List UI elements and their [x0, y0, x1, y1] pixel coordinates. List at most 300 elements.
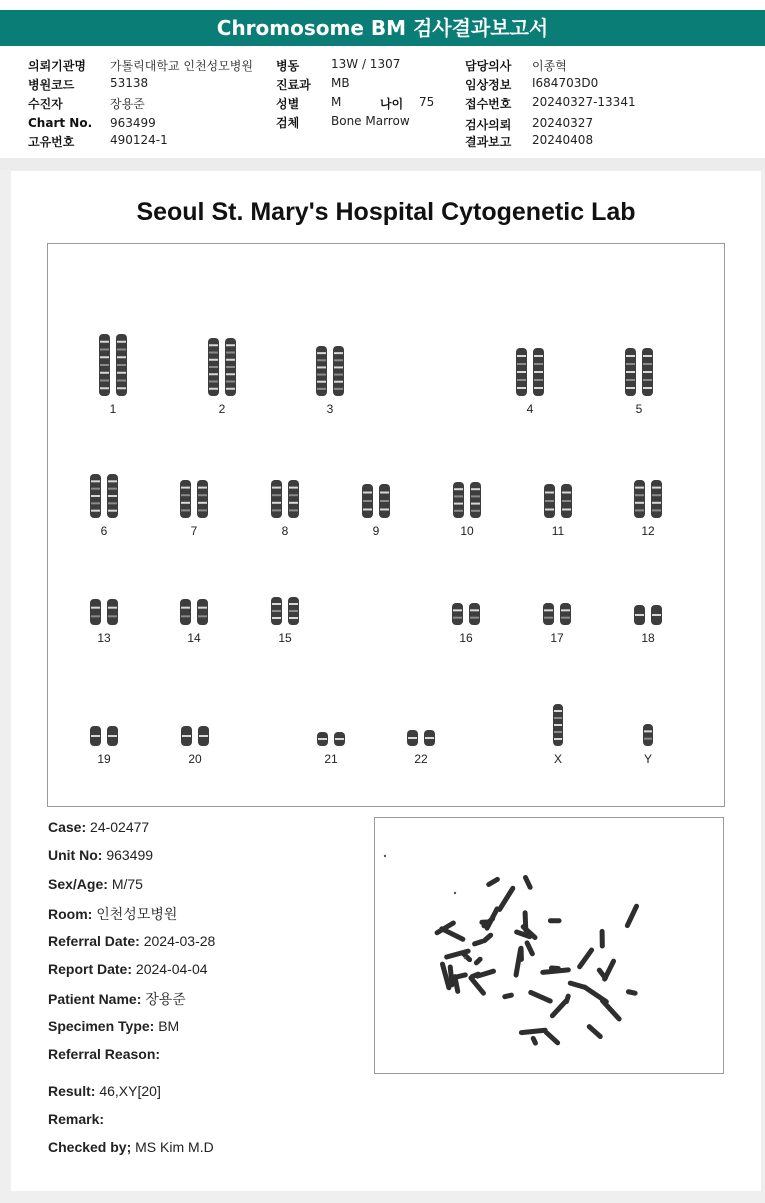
- chromosome-band: [108, 495, 117, 497]
- chromosome-band: [635, 509, 644, 511]
- chromosome-label-12: 12: [641, 524, 655, 538]
- chromosome-band: [425, 737, 434, 739]
- patient-name-label: Patient Name:: [48, 991, 142, 1007]
- specimen-type-label: Specimen Type:: [48, 1018, 155, 1034]
- chromosome-band: [226, 359, 235, 361]
- chromosome-band: [408, 737, 417, 739]
- chromosome-band: [643, 379, 652, 381]
- chromosome-band: [517, 387, 526, 389]
- chromosome-pair-8: [267, 480, 303, 518]
- chromosome-band: [561, 617, 570, 619]
- chromosome-band: [554, 724, 562, 726]
- checked-row: [48, 1139, 214, 1155]
- chromosome-band: [317, 352, 326, 354]
- chromosome-band: [626, 363, 635, 365]
- chromosome-band: [289, 610, 298, 612]
- chromosome-label-17: 17: [550, 631, 564, 645]
- chromosome-band: [544, 609, 553, 611]
- chromosome-label-Y: Y: [643, 752, 652, 766]
- referral-reason-label: Referral Reason:: [48, 1046, 161, 1062]
- referral-date-row: [48, 933, 215, 949]
- patient-name-value: 장용준: [145, 991, 186, 1007]
- chromosome-band: [534, 355, 543, 357]
- chromosome-band: [209, 373, 218, 375]
- chromosome-label-22: 22: [414, 752, 428, 766]
- chromosome-pair-18: [630, 605, 666, 625]
- chromosome-band: [554, 738, 562, 740]
- chromosome-band: [453, 617, 462, 619]
- chromosome-band: [334, 374, 343, 376]
- chromosome-pair-22: [403, 730, 439, 746]
- karyogram-panel: [47, 243, 725, 807]
- report-value: 20240408: [532, 133, 594, 147]
- case-value: 24-02477: [90, 819, 150, 835]
- chromosome-band: [318, 738, 327, 740]
- chromosome-band: [380, 500, 389, 502]
- chromosome-band: [272, 617, 281, 619]
- chromosome-pair-16: [448, 603, 484, 625]
- case-row: [48, 819, 149, 835]
- chromosome-band: [554, 717, 562, 719]
- metaphase-chromosome: [485, 876, 501, 888]
- chromosome-band: [100, 341, 109, 343]
- metaphase-chromosome: [523, 910, 529, 933]
- chromosome-band: [289, 617, 298, 619]
- chromosome-band: [181, 487, 190, 489]
- chromosome-band: [289, 494, 298, 496]
- chromosome-band: [108, 607, 117, 609]
- chromosome-band: [117, 380, 126, 382]
- report-date-row: [48, 961, 208, 977]
- chromosome-band: [652, 614, 661, 616]
- request-label: 검사의뢰: [465, 118, 512, 132]
- chromosome-band: [534, 387, 543, 389]
- patient-value: 장용준: [110, 97, 145, 111]
- chromosome-band: [545, 500, 554, 502]
- age-label: 나이: [380, 97, 404, 111]
- metaphase-chromosome: [625, 989, 638, 996]
- chromosome-band: [534, 379, 543, 381]
- metaphase-chromosome: [496, 885, 516, 913]
- debris-dot: [384, 855, 386, 857]
- metaphase-chromosome: [471, 938, 485, 947]
- specimen-label: 검체: [276, 116, 300, 130]
- chromosome-band: [626, 387, 635, 389]
- chromosome-band: [334, 381, 343, 383]
- chromosome-band: [471, 495, 480, 497]
- room-row: [48, 904, 177, 924]
- chromosome-band: [635, 614, 644, 616]
- chromosome-band: [554, 731, 562, 733]
- chromosome-pair-6: [86, 474, 122, 518]
- chromosome-band: [643, 371, 652, 373]
- chromosome-14-2: [197, 599, 208, 625]
- chromosome-band: [363, 500, 372, 502]
- chromosome-band: [91, 502, 100, 504]
- chromosome-label-10: 10: [460, 524, 474, 538]
- age-value: 75: [419, 95, 435, 109]
- chromosome-band: [91, 735, 100, 737]
- sexage-value: M/75: [111, 876, 143, 892]
- chromosome-label-2: 2: [218, 402, 226, 416]
- chromosome-band: [454, 488, 463, 490]
- clinical-label: 임상정보: [465, 78, 512, 92]
- chromosome-band: [117, 349, 126, 351]
- chromosome-band: [380, 509, 389, 511]
- chromosome-label-3: 3: [326, 402, 334, 416]
- ward-label: 병동: [276, 59, 300, 73]
- chromosome-16-2: [469, 603, 480, 625]
- chromosome-band: [644, 738, 652, 740]
- chromosome-7-1: [180, 480, 191, 518]
- chromosome-band: [108, 615, 117, 617]
- chromosome-band: [635, 487, 644, 489]
- doctor-value: 이종혁: [532, 59, 567, 73]
- chromosome-band: [626, 371, 635, 373]
- chromosome-band: [100, 372, 109, 374]
- chromosome-band: [199, 735, 208, 737]
- chromosome-label-20: 20: [188, 752, 202, 766]
- chromosome-13-2: [107, 599, 118, 625]
- hospital-code-label: 병원코드: [28, 78, 75, 92]
- metaphase-chromosome: [527, 989, 553, 1004]
- chromosome-band: [272, 494, 281, 496]
- chromosome-label-15: 15: [278, 631, 292, 645]
- chromosome-band: [626, 355, 635, 357]
- chromosome-band: [534, 371, 543, 373]
- sex-value: M: [331, 95, 342, 109]
- chromosome-band: [226, 373, 235, 375]
- metaphase-image: [374, 817, 724, 1074]
- chromosome-band: [117, 356, 126, 358]
- unique-id-value: 490124-1: [110, 133, 168, 147]
- chromosome-band: [454, 503, 463, 505]
- chromosome-band: [643, 363, 652, 365]
- chromosome-band: [289, 502, 298, 504]
- chromosome-13-1: [90, 599, 101, 625]
- chromosome-band: [198, 615, 207, 617]
- chromosome-band: [652, 487, 661, 489]
- clinical-value: I684703D0: [532, 76, 599, 90]
- chromosome-band: [108, 510, 117, 512]
- patient-name-row: [48, 989, 186, 1009]
- chromosome-pair-15: [267, 597, 303, 625]
- chromosome-pair-21: [313, 732, 349, 746]
- chromosome-band: [91, 495, 100, 497]
- chromosome-band: [272, 610, 281, 612]
- chromosome-band: [272, 487, 281, 489]
- chromosome-band: [209, 344, 218, 346]
- remark-row: [48, 1111, 104, 1127]
- chromosome-band: [91, 488, 100, 490]
- chromosome-band: [226, 388, 235, 390]
- chromosome-band: [317, 381, 326, 383]
- metaphase-chromosome: [576, 947, 595, 971]
- specimen-type-value: BM: [158, 1018, 180, 1034]
- chromosome-band: [181, 494, 190, 496]
- chromosome-band: [363, 509, 372, 511]
- chromosome-band: [335, 738, 344, 740]
- sexage-row: [48, 876, 143, 892]
- chromosome-band: [643, 355, 652, 357]
- result-row: [48, 1083, 161, 1099]
- chromosome-band: [334, 366, 343, 368]
- chromosome-band: [209, 388, 218, 390]
- chromosome-band: [470, 617, 479, 619]
- chromosome-band: [108, 502, 117, 504]
- chromosome-band: [108, 480, 117, 482]
- chromosome-label-1: 1: [109, 402, 117, 416]
- referral-date-value: 2024-03-28: [143, 933, 216, 949]
- specimen-type-row: [48, 1018, 179, 1034]
- chromosome-band: [534, 363, 543, 365]
- debris-dot: [464, 957, 466, 959]
- chromosome-band: [289, 509, 298, 511]
- report-label: 결과보고: [465, 135, 512, 149]
- metaphase-spread-image: [375, 818, 723, 1073]
- chromosome-band: [181, 607, 190, 609]
- chromosome-band: [100, 356, 109, 358]
- chromosome-band: [626, 379, 635, 381]
- chromosome-band: [517, 363, 526, 365]
- chromosome-pair-X: [550, 704, 566, 746]
- chromosome-band: [209, 381, 218, 383]
- chromosome-label-6: 6: [100, 524, 108, 538]
- chromosome-band: [91, 607, 100, 609]
- chromosome-band: [562, 492, 571, 494]
- metaphase-chromosome: [548, 918, 562, 923]
- chromosome-band: [317, 366, 326, 368]
- chromosome-band: [198, 509, 207, 511]
- chromosome-band: [554, 710, 562, 712]
- chromosome-band: [272, 502, 281, 504]
- chromosome-band: [562, 509, 571, 511]
- chromosome-band: [108, 488, 117, 490]
- lab-title: Seoul St. Mary's Hospital Cytogenetic Lab: [136, 198, 636, 226]
- chromosome-10-2: [470, 482, 481, 518]
- chromosome-band: [317, 374, 326, 376]
- metaphase-chromosome: [522, 874, 533, 891]
- chromosome-band: [454, 510, 463, 512]
- chromosome-band: [226, 352, 235, 354]
- chromosome-band: [100, 349, 109, 351]
- chromosome-label-X: X: [553, 752, 562, 766]
- chromosome-band: [181, 502, 190, 504]
- metaphase-chromosome: [600, 929, 605, 949]
- remark-label: Remark:: [48, 1111, 105, 1127]
- chromosome-band: [334, 359, 343, 361]
- chromosome-label-14: 14: [187, 631, 201, 645]
- chromosome-band: [652, 509, 661, 511]
- chromosome-band: [334, 388, 343, 390]
- chromosome-label-5: 5: [635, 402, 643, 416]
- metaphase-chromosome: [549, 965, 561, 971]
- chromosome-label-9: 9: [372, 524, 380, 538]
- chromosome-band: [91, 480, 100, 482]
- chromosome-pair-9: [358, 484, 394, 518]
- chromosome-7-2: [197, 480, 208, 518]
- chromosome-band: [226, 366, 235, 368]
- chromosome-17-2: [560, 603, 571, 625]
- chromosome-band: [517, 355, 526, 357]
- room-label: Room:: [48, 906, 93, 922]
- chromosome-band: [209, 359, 218, 361]
- report-title-banner: Chromosome BM 검사결과보고서: [0, 10, 765, 46]
- chromosome-band: [652, 502, 661, 504]
- chromosome-band: [363, 492, 372, 494]
- chromosome-band: [182, 735, 191, 737]
- chromosome-17-1: [543, 603, 554, 625]
- referral-date-label: Referral Date:: [48, 933, 140, 949]
- referral-reason-row: [48, 1046, 160, 1062]
- chromosome-band: [198, 494, 207, 496]
- chromosome-band: [471, 503, 480, 505]
- chromosome-band: [635, 494, 644, 496]
- chromosome-8-1: [271, 480, 282, 518]
- metaphase-chromosome: [473, 956, 484, 967]
- chromosome-label-19: 19: [97, 752, 111, 766]
- chromosome-pair-1: [95, 334, 131, 396]
- chromosome-band: [470, 609, 479, 611]
- report-date-value: 2024-04-04: [135, 961, 208, 977]
- chromosome-pair-12: [630, 480, 666, 518]
- unique-id-label: 고유번호: [28, 135, 75, 149]
- chromosome-band: [334, 352, 343, 354]
- karyotype-report: [11, 171, 761, 1191]
- top-strip: [0, 0, 765, 10]
- institution-label: 의뢰기관명: [28, 59, 86, 73]
- dept-value: MB: [331, 76, 350, 90]
- chromosome-band: [454, 495, 463, 497]
- chromosome-band: [226, 344, 235, 346]
- chromosome-band: [562, 500, 571, 502]
- room-value: 인천성모병원: [96, 906, 178, 922]
- chromosome-band: [198, 487, 207, 489]
- chart-label: Chart No.: [28, 116, 93, 130]
- dept-label: 진료과: [276, 78, 311, 92]
- chromosome-band: [652, 494, 661, 496]
- receipt-label: 접수번호: [465, 97, 512, 111]
- chart-value: 963499: [110, 116, 156, 130]
- chromosome-label-7: 7: [190, 524, 198, 538]
- receipt-value: 20240327-13341: [532, 95, 636, 109]
- metaphase-chromosome: [586, 1023, 604, 1040]
- chromosome-band: [517, 379, 526, 381]
- section-divider: [0, 158, 765, 170]
- metaphase-chromosome: [624, 903, 640, 929]
- chromosome-band: [272, 603, 281, 605]
- patient-label: 수진자: [28, 97, 63, 111]
- case-label: Case:: [48, 819, 87, 835]
- metaphase-chromosome: [502, 992, 515, 1000]
- chromosome-band: [317, 359, 326, 361]
- chromosome-Y-1: [643, 724, 653, 746]
- checked-label: Checked by;: [48, 1139, 132, 1155]
- chromosome-band: [635, 502, 644, 504]
- unit-label: Unit No:: [48, 847, 103, 863]
- chromosome-band: [117, 341, 126, 343]
- debris-dot: [454, 892, 456, 894]
- chromosome-band: [198, 502, 207, 504]
- chromosome-pair-14: [176, 599, 212, 625]
- chromosome-pair-4: [512, 348, 548, 396]
- chromosome-band: [471, 510, 480, 512]
- chromosome-16-1: [452, 603, 463, 625]
- chromosome-band: [380, 492, 389, 494]
- chromosome-12-2: [651, 480, 662, 518]
- chromosome-band: [471, 488, 480, 490]
- chromosome-band: [317, 388, 326, 390]
- chromosome-band: [209, 366, 218, 368]
- metaphase-chromosome: [474, 968, 496, 979]
- request-value: 20240327: [532, 116, 594, 130]
- chromosome-8-2: [288, 480, 299, 518]
- chromosome-pair-19: [86, 726, 122, 746]
- chromosome-pair-5: [621, 348, 657, 396]
- metaphase-chromosome: [567, 980, 588, 990]
- chromosome-pair-13: [86, 599, 122, 625]
- ward-value: 13W / 1307: [331, 57, 401, 71]
- chromosome-band: [289, 603, 298, 605]
- result-value: 46,XY[20]: [99, 1083, 161, 1099]
- chromosome-band: [644, 730, 652, 732]
- chromosome-band: [100, 380, 109, 382]
- chromosome-label-16: 16: [459, 631, 473, 645]
- chromosome-pair-Y: [640, 724, 656, 746]
- hospital-code-value: 53138: [110, 76, 149, 90]
- chromosome-band: [545, 509, 554, 511]
- chromosome-pair-10: [449, 482, 485, 518]
- chromosome-band: [198, 607, 207, 609]
- chromosome-band: [272, 509, 281, 511]
- chromosome-band: [226, 381, 235, 383]
- chromosome-band: [117, 387, 126, 389]
- institution-value: 가톨릭대학교 인천성모병원: [110, 59, 253, 73]
- metaphase-chromosome: [599, 997, 623, 1022]
- checked-value: MS Kim M.D: [135, 1139, 214, 1155]
- chromosome-band: [544, 617, 553, 619]
- chromosome-label-21: 21: [324, 752, 338, 766]
- chromosome-label-13: 13: [97, 631, 111, 645]
- chromosome-band: [100, 364, 109, 366]
- metaphase-chromosome: [519, 1028, 548, 1036]
- chromosome-label-18: 18: [641, 631, 655, 645]
- patient-info-panel: [0, 46, 765, 158]
- chromosome-10-1: [453, 482, 464, 518]
- specimen-value: Bone Marrow: [331, 114, 410, 128]
- chromosome-band: [209, 352, 218, 354]
- metaphase-chromosome: [524, 940, 536, 958]
- metaphase-chromosome: [513, 946, 523, 978]
- result-label: Result:: [48, 1083, 96, 1099]
- report-date-label: Report Date:: [48, 961, 133, 977]
- chromosome-12-1: [634, 480, 645, 518]
- chromosome-band: [561, 609, 570, 611]
- chromosome-pair-20: [177, 726, 213, 746]
- chromosome-pair-3: [312, 346, 348, 396]
- metaphase-chromosome: [530, 1035, 539, 1046]
- sex-label: 성별: [276, 97, 300, 111]
- chromosome-band: [91, 510, 100, 512]
- chromosome-band: [643, 387, 652, 389]
- chromosome-label-8: 8: [281, 524, 289, 538]
- chromosome-band: [108, 735, 117, 737]
- chromosome-band: [453, 609, 462, 611]
- sexage-label: Sex/Age:: [48, 876, 108, 892]
- chromosome-band: [91, 615, 100, 617]
- chromosome-band: [289, 487, 298, 489]
- chromosome-band: [517, 371, 526, 373]
